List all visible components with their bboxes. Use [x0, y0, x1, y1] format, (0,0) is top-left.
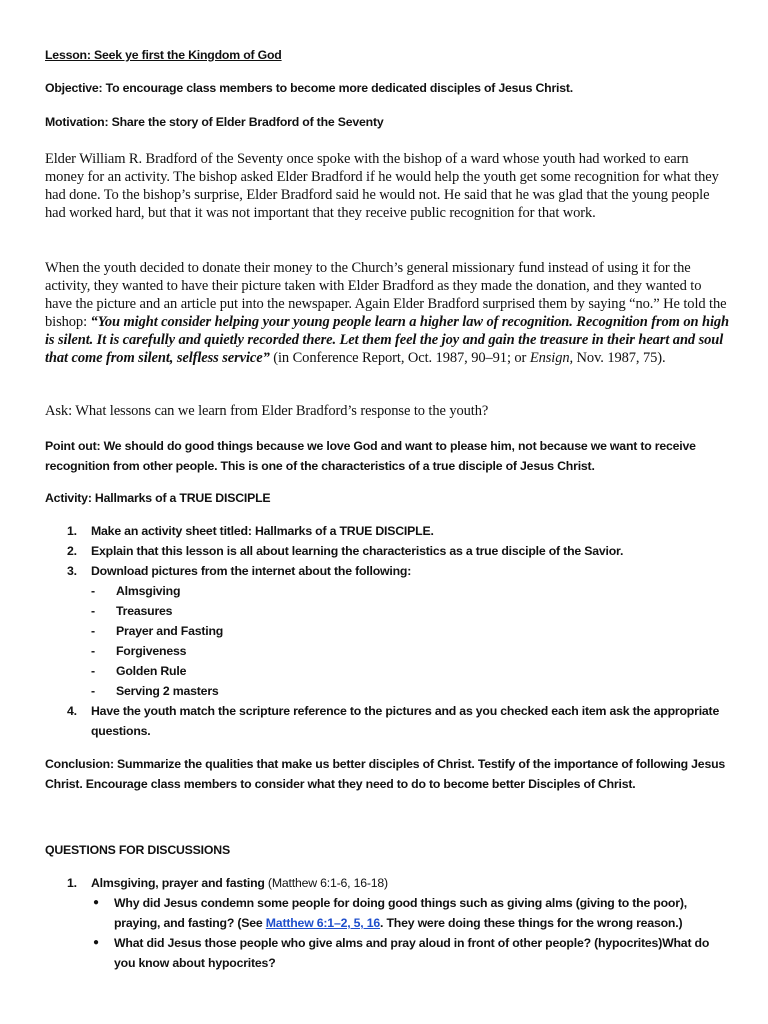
- activity-step: [45, 701, 730, 741]
- step-number: 3.: [67, 564, 77, 578]
- step-number: 1.: [67, 524, 77, 538]
- questions-list: [45, 873, 730, 973]
- question-item: [45, 873, 730, 973]
- citation-part-b: Nov. 1987, 75).: [573, 350, 666, 366]
- step-text: Explain that this lesson is all about learning the characteristics as a true disciple of the Savior.: [91, 544, 624, 558]
- question-number: 1.: [67, 876, 77, 890]
- activity-heading: Activity: Hallmarks of a TRUE DISCIPLE: [45, 491, 271, 505]
- question-reference: (Matthew 6:1-6, 16-18): [264, 876, 388, 890]
- step-text: Make an activity sheet titled: Hallmarks of a TRUE DISCIPLE.: [91, 524, 434, 538]
- question-label: Almsgiving, prayer and fasting: [91, 876, 265, 890]
- step-number: 4.: [67, 704, 77, 718]
- topic-item: - Treasures: [91, 604, 173, 618]
- lesson-title: Lesson: Seek ye first the Kingdom of God: [45, 48, 282, 62]
- step-number: 2.: [67, 544, 77, 558]
- conclusion: Conclusion: Summarize the qualities that make us better disciples of Christ. Testify of the importance of following Jesus Christ. Encourage class members to consider what they need to do to become better Disciples of Christ.: [45, 757, 726, 791]
- question-bullet: ● What did Jesus those people who give alms and pray aloud in front of other people? (hypocrites)What do you know about hypocrites?: [93, 936, 710, 970]
- questions-heading: QUESTIONS FOR DISCUSSIONS: [45, 843, 230, 857]
- question-bullets: [91, 893, 730, 973]
- topic-item: - Golden Rule: [91, 664, 187, 678]
- lesson-motivation: Motivation: Share the story of Elder Bradford of the Seventy: [45, 115, 384, 129]
- citation-part-a: (in Conference Report, Oct. 1987, 90–91; or: [269, 350, 530, 366]
- topic-item: - Almsgiving: [91, 584, 181, 598]
- topic-item: - Serving 2 masters: [91, 684, 219, 698]
- ask-question: Ask: What lessons can we learn from Elder Bradford’s response to the youth?: [45, 403, 489, 419]
- topic-item: - Prayer and Fasting: [91, 624, 224, 638]
- story-paragraph-2: [45, 259, 730, 367]
- activity-step: [45, 561, 730, 701]
- point-out: Point out: We should do good things because we love God and want to please him, not because we want to receive recognition from other people. This is one of the characteristics of a true disciple of Jesus Christ.: [45, 439, 696, 473]
- bradford-quote: “You might consider helping your young people learn a higher law of recognition. Recognition from on high is silent. It is carefully and quietly recorded there. Let them feel the joy and gain the treasure in their heart and soul that come from silent, selfless service”: [45, 314, 729, 366]
- story-paragraph-1: Elder William R. Bradford of the Seventy once spoke with the bishop of a ward whose youth had worked to earn money for an activity. The bishop asked Elder Bradford if he would help the youth get some recognition for what they had done. To the bishop’s surprise, Elder Bradford said he would not. He said that he was glad that the young people had worked hard, but that it was not important that they receive public recognition for that work.: [45, 151, 719, 221]
- topic-item: - Forgiveness: [91, 644, 187, 658]
- scripture-link[interactable]: Matthew 6:1–2, 5, 16: [265, 916, 381, 930]
- question-bullet: ● Why did Jesus condemn some people for doing good things such as giving alms (giving to the poor), praying, and fasting? (See Matthew 6:1–2, 5, 16. They were doing these things for the wrong reason.): [93, 896, 687, 930]
- step-text: Download pictures from the internet about the following:: [91, 564, 412, 578]
- citation-ensign: Ensign,: [529, 350, 574, 366]
- step-text: Have the youth match the scripture reference to the pictures and as you checked each item ask the appropriate questions.: [91, 704, 720, 738]
- topic-list: [91, 581, 730, 701]
- activity-step: [45, 541, 730, 561]
- activity-steps: [45, 521, 730, 741]
- activity-step: [45, 521, 730, 541]
- story-paragraph-2-intro: When the youth decided to donate their money to the Church’s general missionary fund instead of using it for the activity, they wanted to have their picture taken with Elder Bradford as they made the donation, and they wanted to have the picture and an article put into the newspaper. Again Elder Bradford surprised them by saying “no.” He told the bishop:: [45, 260, 727, 330]
- lesson-objective: Objective: To encourage class members to become more dedicated disciples of Jesus Christ.: [45, 81, 574, 95]
